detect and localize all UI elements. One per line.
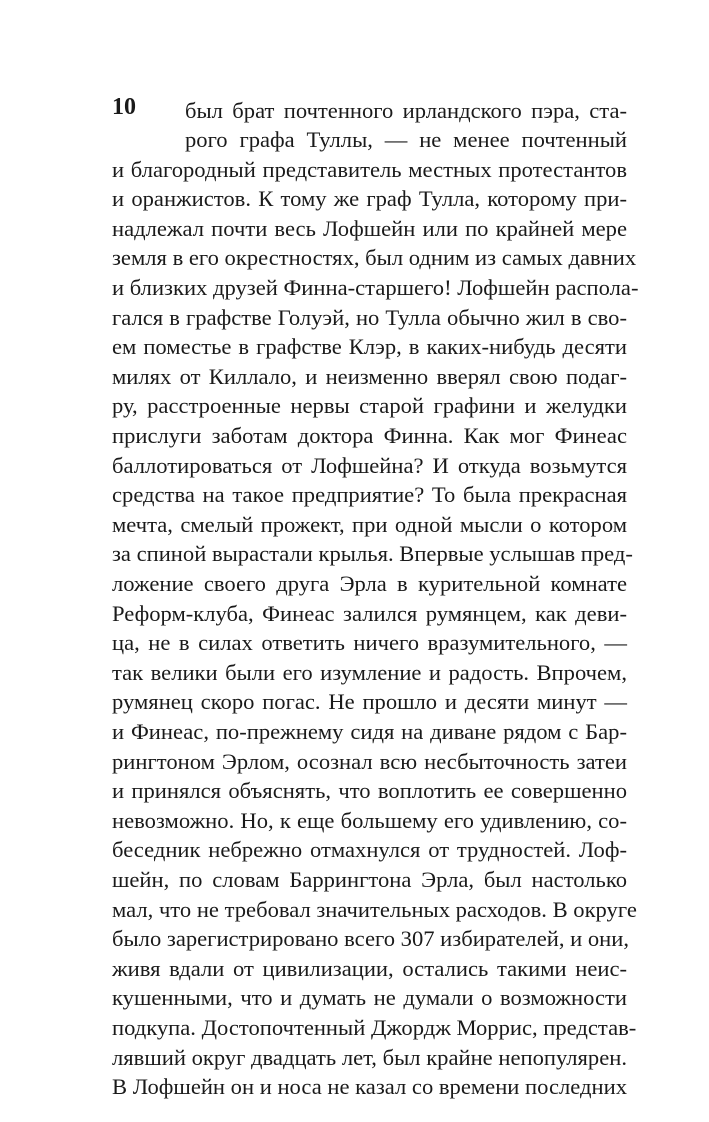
text-line: был брат почтенного ирландского пэра, ста- xyxy=(185,97,627,123)
text-line: так велики были его изумление и радость. Впрочем, xyxy=(112,659,627,685)
text-line: лявший округ двадцать лет, был крайне непопулярен. xyxy=(112,1044,627,1070)
text-line: и благородный представитель местных протестантов xyxy=(112,156,627,182)
page-number: 10 xyxy=(112,94,136,120)
text-line: В Лофшейн он и носа не казал со времени последних xyxy=(112,1074,627,1100)
text-line: средства на такое предприятие? То была прекрасная xyxy=(112,482,627,508)
text-line: мал, что не требовал значительных расходов. В округе xyxy=(112,896,637,922)
text-line: ца, не в силах ответить ничего вразумительного, — xyxy=(112,630,627,656)
text-line: кушенными, что и думать не думали о возможности xyxy=(112,985,627,1011)
text-line: ложение своего друга Эрла в курительной комнате xyxy=(112,571,627,596)
text-line: беседник небрежно отмахнулся от трудностей. Лоф- xyxy=(112,837,627,863)
text-line: ем поместье в графстве Клэр, в каких-нибудь десяти xyxy=(112,334,627,360)
text-line: и оранжистов. К тому же граф Тулла, которому при- xyxy=(112,186,627,212)
text-line: гался в графстве Голуэй, но Тулла обычно жил в сво- xyxy=(112,304,627,330)
text-line: мечта, смелый прожект, при одной мысли о котором xyxy=(112,511,627,537)
text-line: рого графа Туллы, — не менее почтенный xyxy=(185,127,627,153)
text-line: земля в его окрестностях, был одним из самых давних xyxy=(112,245,637,271)
text-line: шейн, по словам Баррингтона Эрла, был настолько xyxy=(112,866,627,892)
text-line: было зарегистрировано всего 307 избирателей, и они, xyxy=(112,926,629,952)
text-line: ру, расстроенные нервы старой графини и желудки xyxy=(112,393,627,419)
text-line: рингтоном Эрлом, осознал всю несбыточность затеи xyxy=(112,748,627,774)
text-line: Реформ-клуба, Финеас залился румянцем, как деви- xyxy=(112,600,627,626)
text-line: и Финеас, по-прежнему сидя на диване рядом с Бар- xyxy=(112,718,627,744)
text-line: и близких друзей Финна-старшего! Лофшейн распола- xyxy=(112,275,639,301)
text-line: за спиной вырастали крылья. Впервые услышав пред- xyxy=(112,541,633,567)
text-line: невозможно. Но, к еще большему его удивлению, со- xyxy=(112,807,627,833)
text-line: милях от Киллало, и неизменно вверял свою подаг- xyxy=(112,363,627,389)
text-line: живя вдали от цивилизации, остались такими неис- xyxy=(112,955,627,981)
text-line: и принялся объяснять, что воплотить ее совершенно xyxy=(112,778,627,804)
text-line: подкупа. Достопочтенный Джордж Моррис, представ- xyxy=(112,1014,637,1040)
text-line: прислуги заботам доктора Финна. Как мог Финеас xyxy=(112,423,627,449)
text-line: надлежал почти весь Лофшейн или по крайней мере xyxy=(112,215,627,241)
body-text xyxy=(112,96,639,1102)
text-line: румянец скоро погас. Не прошло и десяти минут — xyxy=(112,689,627,715)
text-line: баллотироваться от Лофшейна? И откуда возьмутся xyxy=(112,452,627,478)
